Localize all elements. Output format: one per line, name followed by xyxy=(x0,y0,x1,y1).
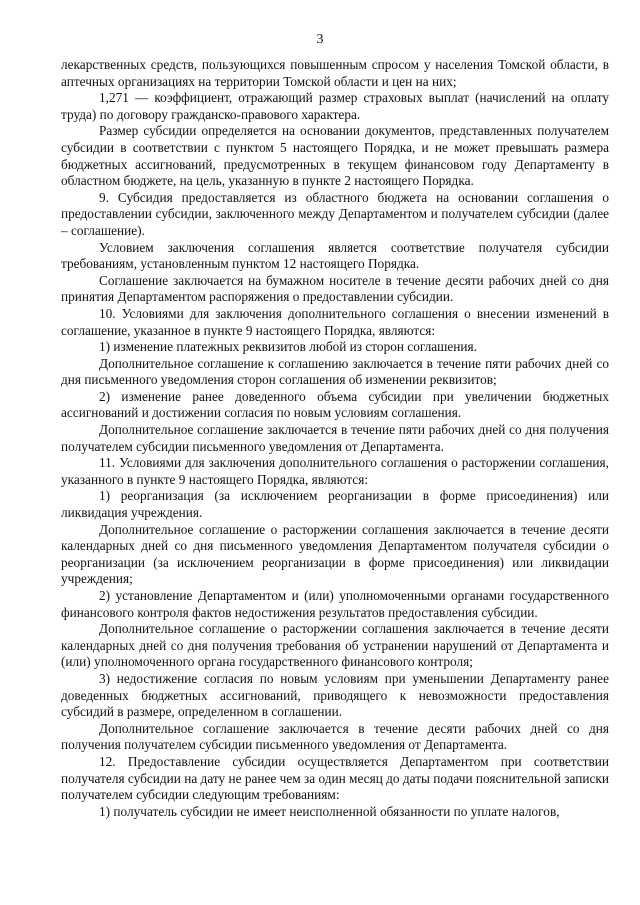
page-number: 3 xyxy=(316,32,324,47)
paragraph: 1) получатель субсидии не имеет неисполненной обязанности по уплате налогов, xyxy=(99,803,560,819)
paragraph: Дополнительное соглашение к соглашению заключается в течение пяти рабочих дней со дня письменного уведомления сторон соглашения об изменении реквизитов; xyxy=(61,355,609,388)
paragraph: 1,271 — коэффициент, отражающий размер страховых выплат (начислений на оплату труда) по договору гражданско-правового характера. xyxy=(61,90,609,122)
paragraph: лекарственных средств, пользующихся повышенным спросом у населения Томской области, в аптечных организациях на территории Томской области и цен на них; xyxy=(61,57,609,89)
paragraph: Дополнительное соглашение заключается в течение десяти рабочих дней со дня получения получателем субсидии письменного уведомления от Департамента. xyxy=(61,720,609,753)
paragraph: 10. Условиями для заключения дополнительного соглашения о внесении изменений в соглашение, указанное в пункте 9 настоящего Порядка, являются: xyxy=(61,305,609,338)
paragraph: 3) недостижение согласия по новым условиям при уменьшении Департаменту ранее доведенных бюджетных ассигнований, приводящего к невозможности предоставления субсидий в размере, определенном в соглашении. xyxy=(61,670,609,720)
paragraph: 2) изменение ранее доведенного объема субсидии при увеличении бюджетных ассигнований и достижении согласия по новым условиям соглашения. xyxy=(61,388,609,421)
paragraph: Условием заключения соглашения является соответствие получателя субсидии требованиям, установленным пунктом 12 настоящего Порядка. xyxy=(61,239,609,272)
paragraph: Размер субсидии определяется на основании документов, представленных получателем субсидии в соответствии с пунктом 5 настоящего Порядка, и не может превышать размера бюджетных ассигнований, предусмотренных в текущем финансовом году Департаменту в областном бюджете, на цель, указанную в пункте 2 настоящего Порядка. xyxy=(61,123,609,189)
paragraph: 2) установление Департаментом и (или) уполномоченными органами государственного финансового контроля фактов недостижения результатов предоставления субсидии. xyxy=(61,588,609,620)
paragraph: 11. Условиями для заключения дополнительного соглашения о расторжении соглашения, указанного в пункте 9 настоящего Порядка, являются: xyxy=(61,455,609,487)
paragraph: 1) реорганизация (за исключением реорганизации в форме присоединения) или ликвидация учреждения. xyxy=(61,488,609,521)
paragraph: 9. Субсидия предоставляется из областного бюджета на основании соглашения о предоставлении субсидии, заключенного между Департаментом и получателем субсидии (далее – соглашение). xyxy=(61,189,609,238)
paragraph: Дополнительное соглашение о расторжении соглашения заключается в течение десяти календарных дней со дня письменного уведомления Департаментом получателя субсидии о реорганизации (за исключением реорганизации в форме присоединения) или ликвидации учреждения; xyxy=(61,521,609,587)
paragraph: 1) изменение платежных реквизитов любой из сторон соглашения. xyxy=(99,339,477,355)
paragraph: Дополнительное соглашение заключается в течение пяти рабочих дней со дня получения получателем субсидии письменного уведомления от Департамента. xyxy=(61,422,609,454)
paragraph: Соглашение заключается на бумажном носителе в течение десяти рабочих дней со дня принятия Департаментом распоряжения о предоставлении субсидии. xyxy=(61,272,609,305)
paragraph: Дополнительное соглашение о расторжении соглашения заключается в течение десяти календарных дней со дня получения требования об устранении нарушений от Департамента и (или) уполномоченного органа государственного финансового контроля; xyxy=(61,621,609,670)
paragraph: 12. Предоставление субсидии осуществляется Департаментом при соответствии получателя субсидии на дату не ранее чем за один месяц до даты подачи пояснительной записки получателем субсидии следующим требованиям: xyxy=(61,753,609,803)
document-body xyxy=(61,57,609,820)
